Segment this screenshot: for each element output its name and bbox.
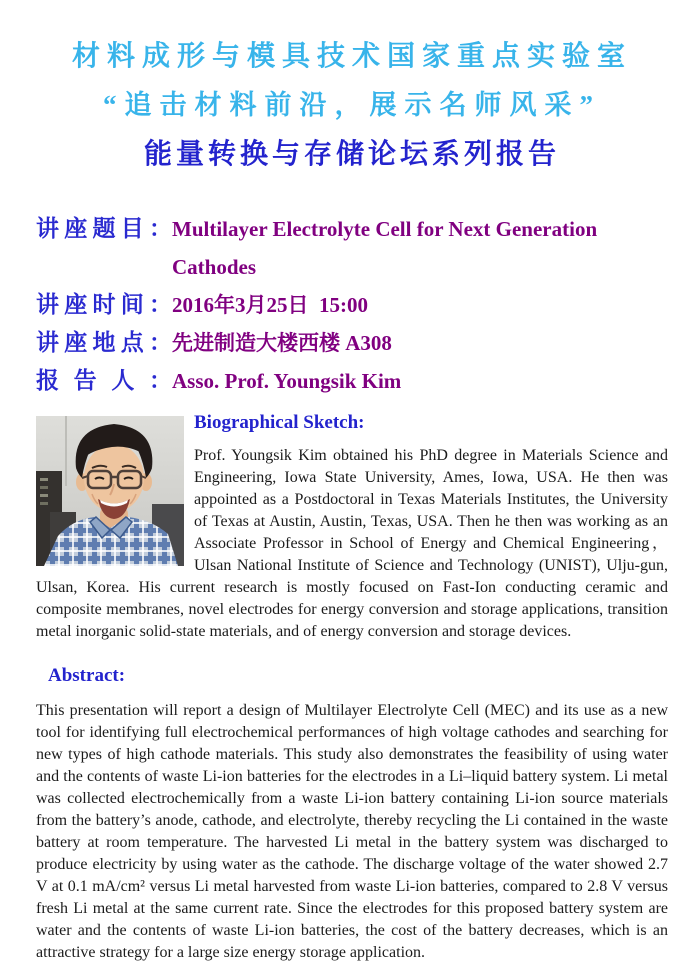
time-value: 2016年3月25日 15:00 [172, 293, 368, 317]
detail-row-time [36, 286, 668, 324]
speaker-value: Asso. Prof. Youngsik Kim [172, 369, 402, 393]
slogan: “追击材料前沿，展示名师风采” [103, 90, 601, 120]
abstract-paragraph: This presentation will report a design of Multilayer Electrolyte Cell (MEC) and its use as a new tool for identifying full electrochemical performances of high voltage cathodes and searching for new types of high cathode materials. This study also demonstrates the feasibility of using water and the contents of waste Li-ion batteries for the electrodes in a Li–liquid battery system. Li metal was collected electrochemically from a waste Li-ion battery containing Li-ion source materials from the battery’s anode, cathode, and electrolyte, thereby recycling the Li contained in the waste battery at room temperature. The harvested Li metal in the battery system was discharged to produce electricity by using water as the cathode. The discharge voltage of the water showed 2.7 V at 0.1 mA/cm² versus Li metal harvested from waste Li-ion batteries, compared to 2.8 V versus fresh Li metal at the same current rate. Since the electrodes for this proposed battery system are water and the contents of waste Li-ion batteries, the cost of the battery decreases, which is an attractive strategy for a large size energy storage application. [36, 702, 668, 961]
speaker-label: 报告人： [36, 368, 172, 393]
location-value: 先进制造大楼西楼 A308 [172, 331, 392, 355]
detail-row-speaker [36, 362, 668, 400]
abstract-section [36, 665, 668, 964]
detail-row-topic [36, 210, 668, 286]
bio-paragraph: Prof. Youngsik Kim obtained his PhD degree in Materials Science and Engineering, Iowa State University, Ames, Iowa, USA. He then was appointed as a Postdoctoral in Texas Materials Institutes, the University of Texas at Austin, Austin, Texas, USA. Then he then was working as an Associate Professor in School of Energy and Chemical Engineering，Ulsan National Institute of Science and Technology (UNIST), Ulju-gun, Ulsan, Korea. His current research is mostly focused on Fast-Ion conducting ceramic and composite membranes, novel electrodes for energy conversion and storage applications, transition metal inorganic solid-state materials, and of energy conversion and storage devices. [36, 447, 668, 640]
location-label: 讲座地点： [36, 330, 172, 355]
series-title: 能量转换与存储论坛系列报告 [143, 139, 560, 170]
topic-label: 讲座题目： [36, 216, 172, 241]
bio-heading: Biographical Sketch: [194, 412, 365, 433]
detail-row-location [36, 324, 668, 362]
portrait-photo [36, 416, 184, 566]
header [36, 34, 668, 172]
abstract-heading: Abstract: [48, 665, 126, 686]
topic-value: Multilayer Electrolyte Cell for Next Generation Cathodes [172, 217, 603, 279]
time-label: 讲座时间： [36, 292, 172, 317]
lab-title: 材料成形与模具技术国家重点实验室 [71, 41, 632, 72]
bio-section [36, 412, 668, 643]
lecture-details [36, 210, 668, 400]
